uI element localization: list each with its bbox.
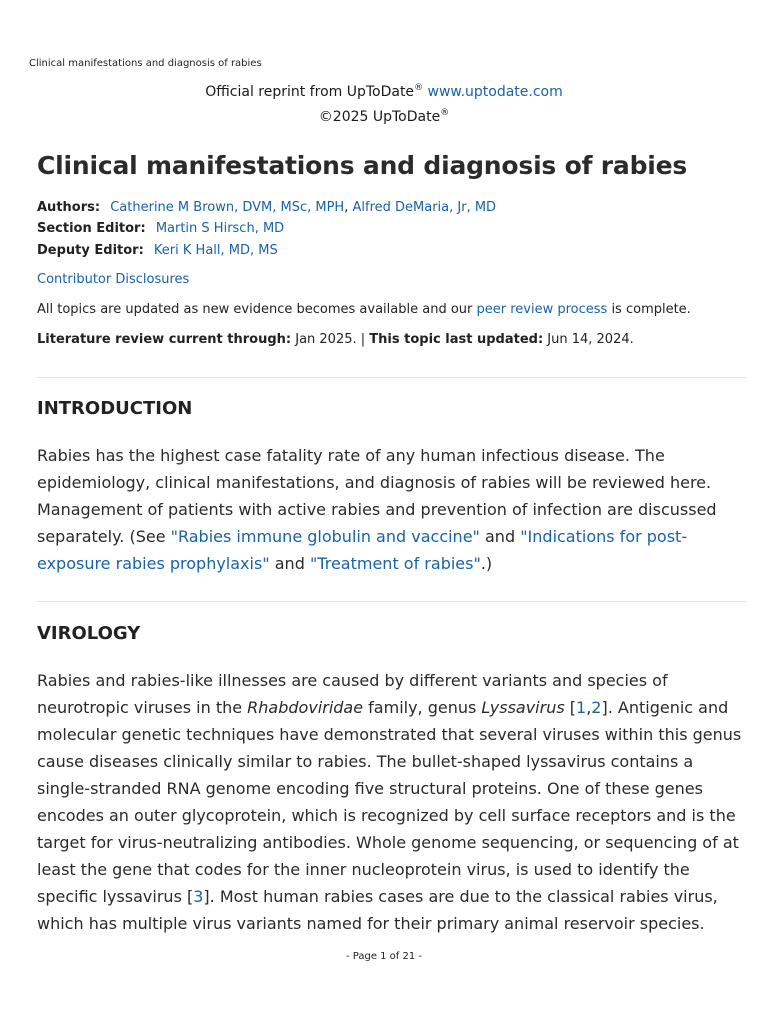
registered-mark: ® (414, 83, 424, 93)
intro-and: and (479, 527, 521, 546)
reprint-line-2 (0, 103, 768, 128)
virology-paragraph (37, 667, 746, 937)
reprint-line-1 (0, 78, 768, 103)
last-updated-label: This topic last updated: (369, 332, 544, 347)
rabies-immune-globulin-link[interactable]: "Rabies immune globulin and vaccine" (170, 527, 480, 546)
reprint-notice (0, 78, 768, 128)
update-note-text: All topics are updated as new evidence becomes available and our (37, 302, 477, 317)
virology-text: ]. Antigenic and molecular genetic techniques have demonstrated that several viruses within this genus cause diseases clinically similar to rabies. The bullet-shaped lyssavirus contains a single-stranded RNA genome encoding five structural proteins. One of these genes encodes an outer glycoprotein, which is recognized by cell surface receptors and is the target for virus-neutralizing antibodies. Whole genome sequencing, or sequencing of at least the gene that codes for the inner nucleoprotein virus, is used to identify the specific lyssavirus [ (37, 698, 742, 906)
reference-link-2[interactable]: 2 (591, 698, 602, 717)
intro-end: .) (480, 554, 493, 573)
author-link-demaria[interactable]: Alfred DeMaria, Jr, MD (352, 200, 497, 215)
section-editor-link[interactable]: Martin S Hirsch, MD (155, 221, 285, 236)
reference-link-3[interactable]: 3 (193, 887, 204, 906)
ref-comma: , (586, 698, 592, 717)
virology-text: Rabies and rabies-like illnesses are caused by different variants and species of neurotropic viruses in the (37, 671, 668, 717)
treatment-of-rabies-link[interactable]: "Treatment of rabies" (309, 554, 481, 573)
intro-text: Rabies has the highest case fatality rate of any human infectious disease. The epidemiology, clinical manifestations, and diagnosis of rabies will be reviewed here. Management of patients with active rabies and prevention of infection are discussed separately. (See (37, 446, 717, 546)
reprint-text: Official reprint from UpToDate (205, 84, 415, 100)
intro-and: and (269, 554, 310, 573)
introduction-paragraph (37, 442, 746, 577)
deputy-editor-row (37, 242, 278, 260)
deputy-editor-label: Deputy Editor: (37, 243, 144, 258)
reference-link-1[interactable]: 1 (576, 698, 587, 717)
authors-label: Authors: (37, 200, 101, 215)
uptodate-link[interactable]: www.uptodate.com (427, 84, 563, 100)
review-dates (37, 332, 634, 347)
genus-name: Lyssavirus (481, 698, 565, 717)
page-title: Clinical manifestations and diagnosis of rabies (37, 151, 688, 180)
section-editor-row (37, 220, 284, 238)
lit-review-value: Jan 2025. | (291, 332, 370, 347)
divider (37, 377, 746, 378)
virology-text: family, genus (363, 698, 482, 717)
registered-mark: ® (440, 108, 450, 118)
post-exposure-prophylaxis-link[interactable]: "Indications for post-exposure rabies prophylaxis" (37, 527, 688, 573)
update-note (37, 302, 691, 317)
virology-heading: VIROLOGY (37, 623, 141, 644)
peer-review-link[interactable]: peer review process (476, 302, 608, 317)
running-header: Clinical manifestations and diagnosis of rabies (29, 58, 262, 69)
contributor-disclosures-link[interactable]: Contributor Disclosures (37, 272, 190, 287)
lit-review-label: Literature review current through: (37, 332, 292, 347)
virology-text: ]. Most human rabies cases are due to the classical rabies virus, which has multiple virus variants named for their primary animal reservoir species. (37, 887, 718, 933)
section-editor-label: Section Editor: (37, 221, 146, 236)
virology-text: [ (564, 698, 577, 717)
family-name: Rhabdoviridae (247, 698, 364, 717)
copyright-text: ©2025 UpToDate (318, 109, 441, 125)
deputy-editor-link[interactable]: Keri K Hall, MD, MS (153, 243, 278, 258)
author-link-brown[interactable]: Catherine M Brown, DVM, MSc, MPH (110, 200, 345, 215)
authors-row (37, 199, 496, 217)
introduction-heading: INTRODUCTION (37, 398, 193, 419)
divider (37, 601, 746, 602)
author-separator: , (344, 200, 353, 215)
page-footer: - Page 1 of 21 - (345, 951, 423, 962)
update-note-text-end: is complete. (607, 302, 691, 317)
last-updated-value: Jun 14, 2024. (543, 332, 634, 347)
